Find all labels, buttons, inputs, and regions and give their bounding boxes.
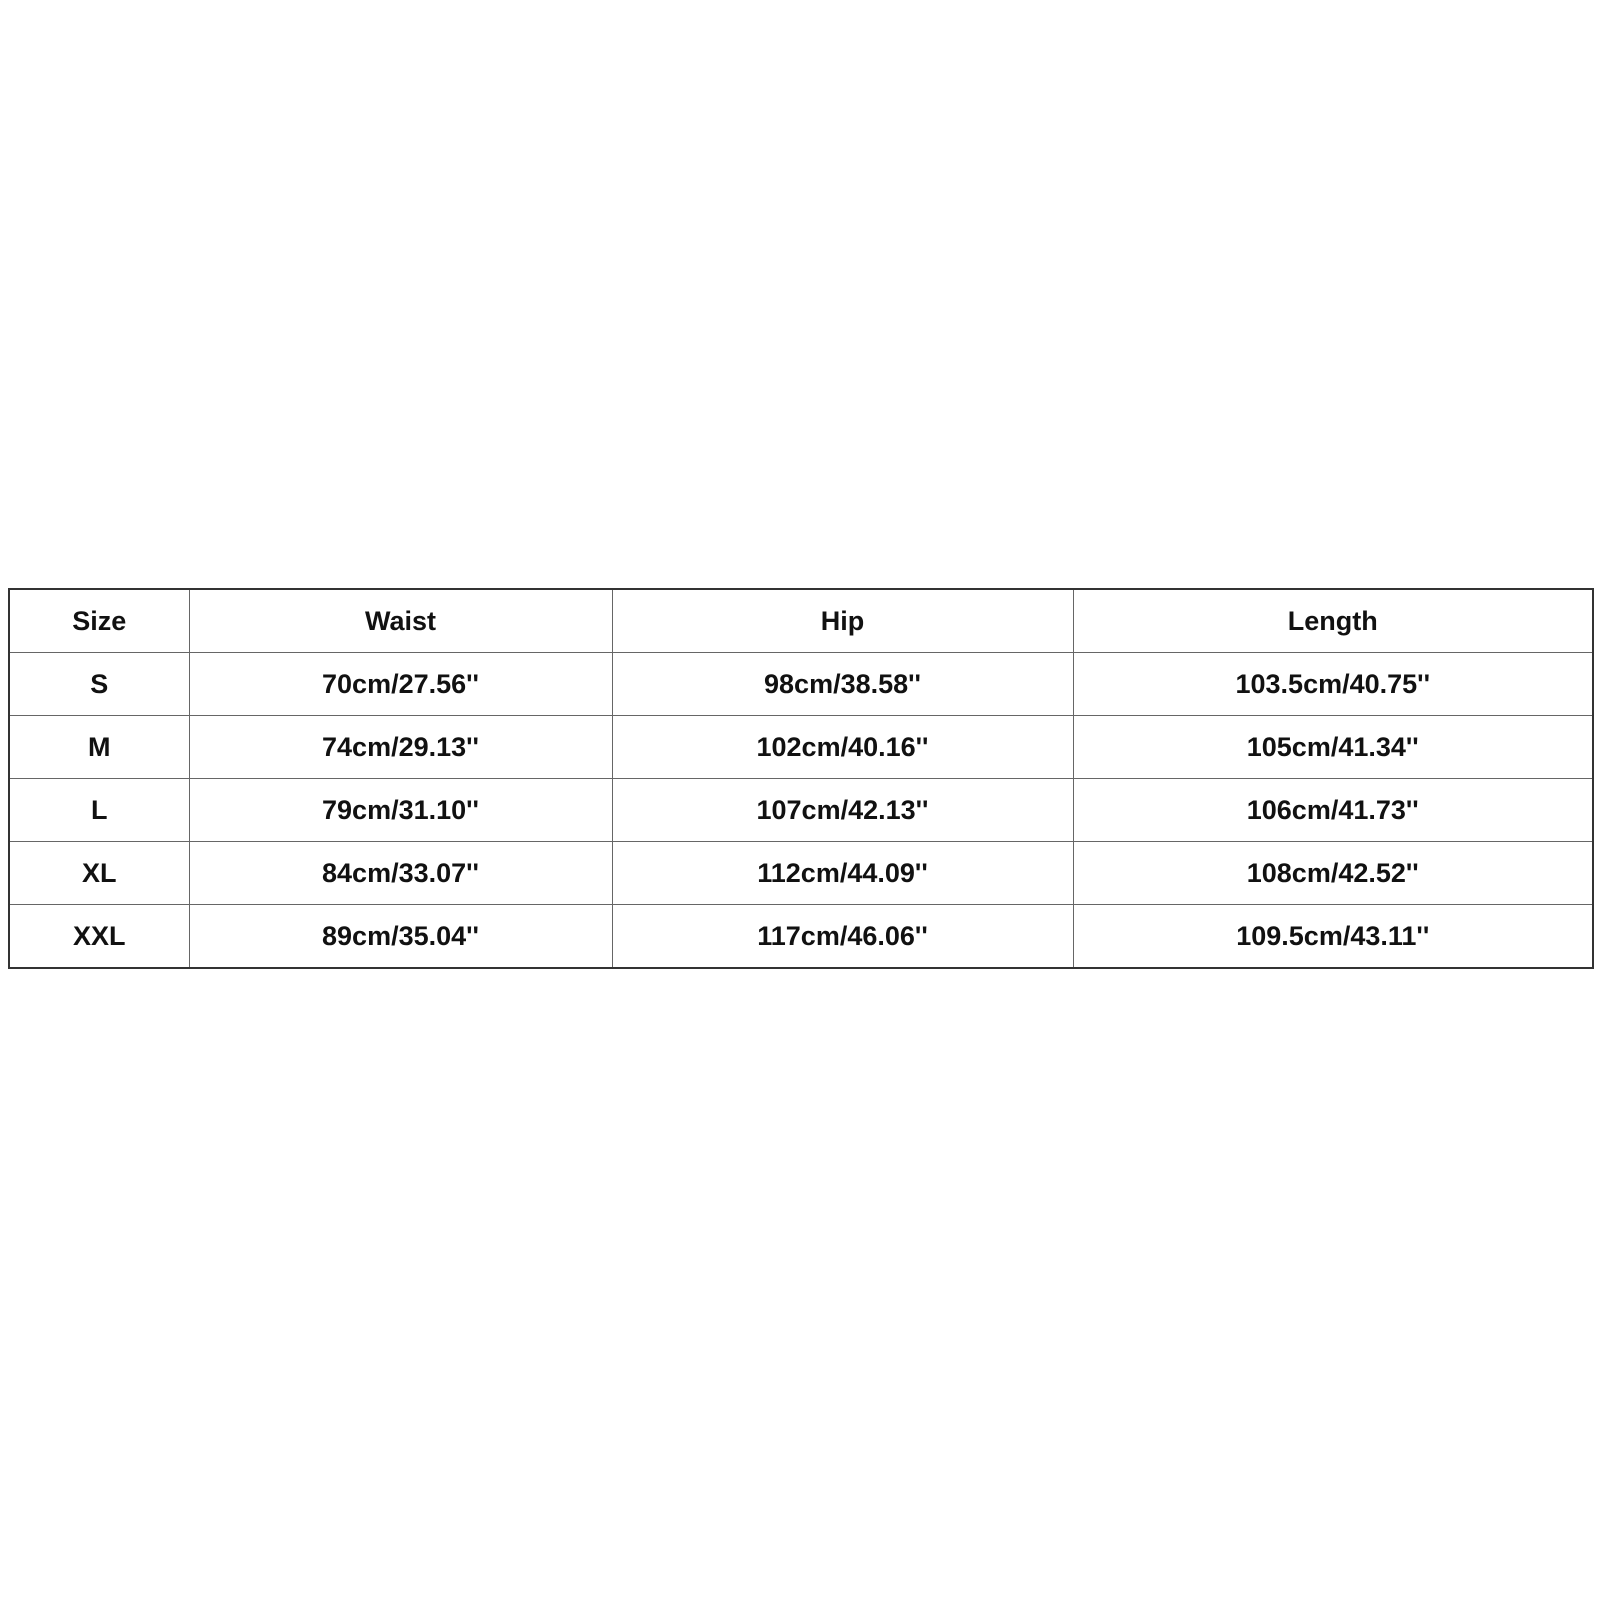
- header-size: Size: [9, 589, 189, 653]
- table-row: [9, 716, 1593, 779]
- cell-length: 108cm/42.52'': [1073, 842, 1593, 905]
- cell-length: 103.5cm/40.75'': [1073, 653, 1593, 716]
- cell-hip: 102cm/40.16'': [612, 716, 1073, 779]
- cell-hip: 112cm/44.09'': [612, 842, 1073, 905]
- cell-size: S: [9, 653, 189, 716]
- cell-size: XL: [9, 842, 189, 905]
- cell-size: M: [9, 716, 189, 779]
- table-row: [9, 905, 1593, 969]
- cell-waist: 70cm/27.56'': [189, 653, 612, 716]
- cell-hip: 117cm/46.06'': [612, 905, 1073, 969]
- header-hip: Hip: [612, 589, 1073, 653]
- cell-length: 105cm/41.34'': [1073, 716, 1593, 779]
- table-row: [9, 779, 1593, 842]
- header-waist: Waist: [189, 589, 612, 653]
- table-header-row: [9, 589, 1593, 653]
- table-row: [9, 653, 1593, 716]
- cell-hip: 107cm/42.13'': [612, 779, 1073, 842]
- cell-length: 106cm/41.73'': [1073, 779, 1593, 842]
- cell-size: XXL: [9, 905, 189, 969]
- cell-waist: 89cm/35.04'': [189, 905, 612, 969]
- table-row: [9, 842, 1593, 905]
- cell-waist: 79cm/31.10'': [189, 779, 612, 842]
- cell-waist: 84cm/33.07'': [189, 842, 612, 905]
- cell-length: 109.5cm/43.11'': [1073, 905, 1593, 969]
- cell-waist: 74cm/29.13'': [189, 716, 612, 779]
- cell-size: L: [9, 779, 189, 842]
- size-chart-table: [8, 588, 1594, 969]
- cell-hip: 98cm/38.58'': [612, 653, 1073, 716]
- header-length: Length: [1073, 589, 1593, 653]
